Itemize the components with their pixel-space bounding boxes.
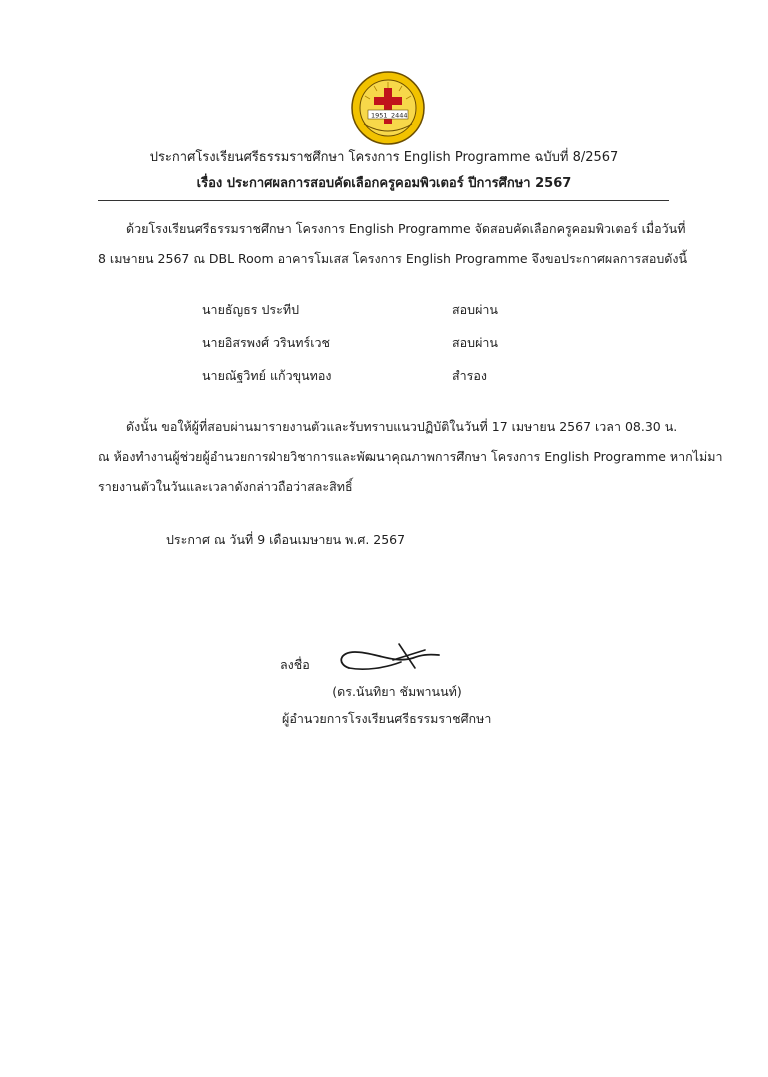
instruction-line-1: ดังนั้น ขอให้ผู้ที่สอบผ่านมารายงานตัวและรับทราบแนวปฏิบัติในวันที่ 17 เมษายน 2567 เวลา 08.30 น. xyxy=(126,419,678,434)
intro-line-1: ด้วยโรงเรียนศรีธรรมราชศึกษา โครงการ English Programme จัดสอบคัดเลือกครูคอมพิวเตอร์ เมื่อวันที่ xyxy=(126,221,686,236)
announcement-date: ประกาศ ณ วันที่ 9 เดือนเมษายน พ.ศ. 2567 xyxy=(166,532,406,547)
instruction-paragraph xyxy=(98,412,723,502)
candidate-status: สอบผ่าน xyxy=(452,302,498,317)
logo-year-right: 2444 xyxy=(391,111,408,120)
result-row xyxy=(202,328,562,358)
signer-title: ผู้อำนวยการโรงเรียนศรีธรรมราชศึกษา xyxy=(282,711,492,726)
handwritten-signature xyxy=(335,638,447,680)
intro-paragraph xyxy=(98,214,688,274)
instruction-line-3: รายงานตัวในวันและเวลาดังกล่าวถือว่าสละสิทธิ์ xyxy=(98,479,353,494)
logo-year-left: 1951 xyxy=(371,111,388,120)
intro-line-2: 8 เมษายน 2567 ณ DBL Room อาคารโมเสส โครงการ English Programme จึงขอประกาศผลการสอบดังนี้ xyxy=(98,251,688,266)
result-row xyxy=(202,361,562,391)
candidate-status: สอบผ่าน xyxy=(452,335,498,350)
result-row xyxy=(202,295,562,325)
announcement-subject: เรื่อง ประกาศผลการสอบคัดเลือกครูคอมพิวเตอร์ ปีการศึกษา 2567 xyxy=(196,176,572,191)
announcement-number: ประกาศโรงเรียนศรีธรรมราชศึกษา โครงการ English Programme ฉบับที่ 8/2567 xyxy=(149,150,619,165)
candidate-name: นายณัฐวิทย์ แก้วขุนทอง xyxy=(202,368,332,383)
school-logo xyxy=(350,70,426,146)
school-seal-icon xyxy=(350,70,426,146)
instruction-line-2: ณ ห้องทำงานผู้ช่วยผู้อำนวยการฝ่ายวิชาการและพัฒนาคุณภาพการศึกษา โครงการ English Programme หากไม่มา xyxy=(98,449,723,464)
signer-name: (ดร.นันทิยา ชัมพานนท์) xyxy=(332,684,462,699)
candidate-status: สำรอง xyxy=(452,368,487,383)
header-divider xyxy=(98,200,669,201)
candidate-name: นายธัญธร ประทีป xyxy=(202,302,300,317)
signature-label: ลงชื่อ xyxy=(280,657,310,672)
signer-name-row xyxy=(0,682,768,702)
candidate-name: นายอิสรพงศ์ วรินทร์เวช xyxy=(202,335,330,350)
